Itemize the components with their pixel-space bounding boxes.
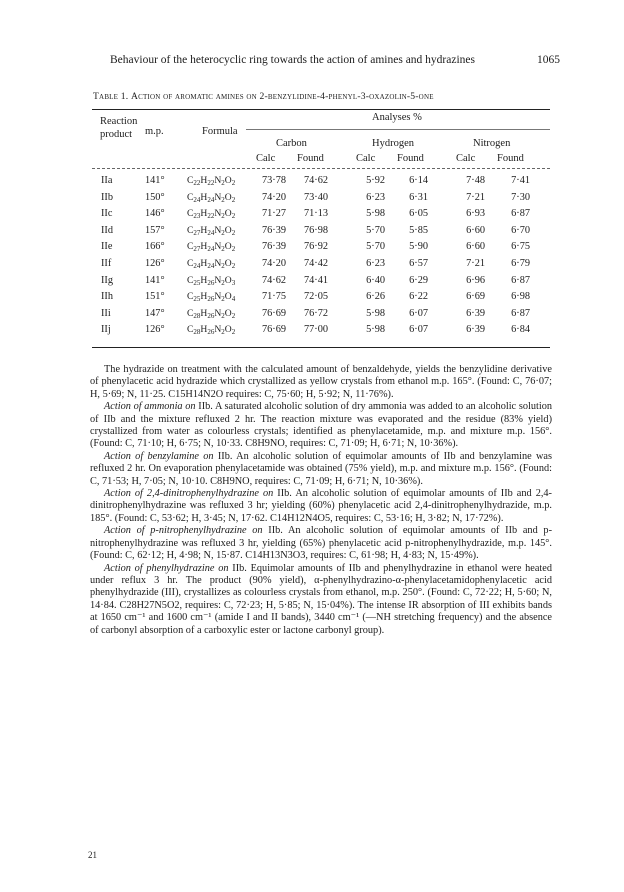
paragraph-dinitrophenylhydrazine	[90, 488, 552, 525]
cell-formula: $C_{23}H_{22}N_2O_2$	[187, 208, 236, 221]
cell-c-found: 73·40	[303, 191, 328, 203]
cell-c-calc: 74·20	[261, 191, 286, 203]
table-row	[0, 208, 624, 221]
page-number: 1065	[537, 54, 560, 66]
cell-h-calc: 5·92	[366, 175, 385, 186]
cell-product: IIc	[101, 208, 113, 220]
cell-h-found: 6·07	[409, 307, 428, 319]
table-row	[0, 324, 624, 337]
cell-n-calc: 7·48	[466, 175, 485, 186]
header-hydrogen: Hydrogen	[372, 138, 414, 149]
cell-formula: $C_{28}H_{26}N_2O_2$	[187, 324, 236, 337]
table-row	[0, 291, 624, 304]
table-row	[0, 258, 624, 271]
header-analyses: Analyses %	[372, 112, 422, 123]
heading-dinitrophenylhydrazine: Action of 2,4-dinitrophenylhydrazine on	[104, 488, 274, 500]
header-formula: Formula	[202, 126, 238, 137]
cell-formula: $C_{22}H_{22}N_2O_2$	[187, 175, 236, 187]
cell-c-found: 74·62	[303, 175, 328, 186]
header-n-found: Found	[497, 153, 524, 164]
cell-h-calc: 6·26	[366, 291, 385, 303]
cell-h-found: 6·57	[409, 258, 428, 269]
paragraph-benzylamine	[90, 451, 552, 488]
cell-c-found: 74·42	[303, 258, 328, 269]
heading-ammonia: Action of ammonia on	[104, 401, 196, 413]
cell-h-found: 6·07	[409, 324, 428, 336]
cell-n-calc: 6·93	[466, 208, 485, 220]
cell-product: IIa	[101, 175, 113, 186]
cell-c-calc: 73·78	[261, 175, 286, 186]
cell-n-calc: 7·21	[466, 258, 485, 269]
cell-formula: $C_{25}H_{26}N_2O_4$	[187, 291, 236, 304]
cell-n-found: 6·79	[511, 258, 530, 269]
table-caption	[93, 91, 553, 102]
signature-mark: 21	[88, 850, 97, 860]
cell-mp: 141°	[145, 175, 165, 186]
cell-c-calc: 76·69	[261, 324, 286, 336]
header-c-found: Found	[297, 153, 324, 164]
cell-c-found: 76·98	[303, 224, 328, 236]
table-row	[0, 175, 624, 188]
heading-nitrophenylhydrazine: Action of p-nitrophenylhydrazine on	[104, 525, 263, 537]
cell-c-calc: 76·39	[261, 241, 286, 253]
cell-c-calc: 71·75	[261, 291, 286, 303]
table-caption-text: Action of aromatic amines on 2-benzylidine-4-phenyl-3-oxazolin-5-one	[130, 91, 434, 102]
cell-h-found: 5·90	[409, 241, 428, 253]
paragraph-nitrophenylhydrazine-text: IIb. An alcoholic solution of equimolar amounts of IIb and p-nitrophenylhydrazine was refluxed 3 hr, yielding (65%) phenylacetic acid p-nitrophenylhydrazide, m.p. 145°. (Found: C, 62·12; H, 4·98; N, 15·87. C14H13N3O3, requires: C, 61·98; H, 4·83; N, 15·49%).	[90, 525, 552, 562]
cell-h-calc: 5·70	[366, 241, 385, 253]
cell-h-calc: 5·70	[366, 224, 385, 236]
cell-mp: 146°	[145, 208, 165, 220]
heading-benzylamine: Action of benzylamine on	[104, 450, 214, 462]
cell-n-calc: 6·96	[466, 274, 485, 286]
cell-product: IIj	[101, 324, 111, 336]
header-reaction: Reaction	[100, 116, 138, 127]
paragraph-dinitrophenylhydrazine-text: IIb. An alcoholic solution of equimolar amounts of IIb and 2,4-dinitrophenylhydrazine was refluxed 3 hr; yielding (60%) phenylacetic acid 2,4-dinitrophenylhydrazide, m.p. 185°. (Found: C, 53·62; H, 3·45; N, 17·62. C14H12N4O5, requires: C, 53·16; H, 3·82; N, 17·72%).	[90, 488, 552, 524]
cell-h-found: 5·85	[409, 224, 428, 236]
header-nitrogen: Nitrogen	[473, 138, 511, 149]
cell-h-calc: 6·23	[366, 191, 385, 203]
cell-formula: $C_{27}H_{24}N_2O_2$	[187, 241, 236, 254]
table-row	[0, 308, 624, 321]
cell-product: IIe	[101, 241, 113, 253]
cell-formula: $C_{27}H_{24}N_2O_2$	[187, 224, 236, 237]
cell-h-calc: 5·98	[366, 208, 385, 220]
cell-formula: $C_{28}H_{26}N_2O_2$	[187, 307, 236, 320]
table-bottom-rule	[92, 347, 550, 348]
cell-n-found: 6·98	[511, 291, 530, 303]
cell-h-found: 6·31	[409, 191, 428, 203]
cell-h-calc: 6·23	[366, 258, 385, 269]
cell-mp: 126°	[145, 258, 165, 269]
cell-mp: 151°	[145, 291, 165, 303]
paragraph-phenylhydrazine	[90, 563, 552, 637]
header-c-calc: Calc	[256, 153, 276, 164]
analyses-subrule	[246, 129, 550, 130]
paragraph-hydrazide: The hydrazide on treatment with the calculated amount of benzaldehyde, yields the benzylidine derivative of phenylacetic acid hydrazide which crystallized as yellow crystals from ethanol m.p. 165°. (Found: C, 76·07; H, 5·69; N, 11·25. C15H14N2O requires: C, 75·60; H, 5·92; N, 11·76%).	[90, 364, 552, 400]
header-product: product	[100, 129, 133, 140]
cell-n-found: 6·87	[511, 274, 530, 286]
cell-n-calc: 6·39	[466, 307, 485, 319]
cell-n-found: 6·87	[511, 208, 530, 220]
table-row	[0, 192, 624, 205]
cell-product: IIg	[101, 274, 114, 286]
cell-n-found: 6·75	[511, 241, 530, 253]
cell-h-calc: 5·98	[366, 307, 385, 319]
cell-n-found: 7·30	[511, 191, 530, 203]
cell-c-calc: 74·20	[261, 258, 286, 269]
cell-product: IIf	[101, 258, 112, 269]
cell-formula: $C_{24}H_{24}N_2O_2$	[187, 258, 236, 270]
header-h-calc: Calc	[356, 153, 376, 164]
paragraph-phenylhydrazine-text: IIb. Equimolar amounts of IIb and phenylhydrazine in ethanol were heated under reflux 3 hr. The product (90% yield), α-phenylhydrazino-α-phenylacetamidophenylacetic acid phenylhydrazide (III), crystallizes as colourless crystals from ethanol, m.p. 250°. (Found: C, 72·22; H, 5·60; N, 14·84. C28H27N5O2, requires: C, 72·23; H, 5·85; N, 15·04%). The intense IR absorption of III exhibits bands at 1650 cm⁻¹ and 1600 cm⁻¹ (amide I and II bands), 3440 cm⁻¹ (—NH stretching frequency) and the absence of carbonyl absorption of a carboxylic ester or lactone carbonyl group).	[90, 562, 553, 636]
heading-phenylhydrazine: Action of phenylhydrazine on	[104, 562, 229, 574]
header-bottom-rule	[92, 168, 550, 169]
paragraph-nitrophenylhydrazine	[90, 525, 552, 562]
paragraph-ammonia-text: IIb. A saturated alcoholic solution of dry ammonia was added to an alcoholic solution of IIb and the mixture refluxed 2 hr. The reaction mixture was evaporated and the residue (83% yield) crystallized from water as colourless crystals; identified as phenylacetamide, m.p. and mixture m.p. 156°. (Found: C, 71·10; H, 6·75; N, 10·33. C8H9NO, requires: C, 71·09; H, 6·71; N, 10·36%).	[90, 401, 552, 450]
cell-c-found: 76·72	[303, 307, 328, 319]
cell-product: IIb	[101, 191, 114, 203]
cell-n-calc: 6·60	[466, 241, 485, 253]
cell-c-found: 77·00	[303, 324, 328, 336]
cell-c-found: 76·92	[303, 241, 328, 253]
cell-n-found: 6·84	[511, 324, 530, 336]
cell-formula: $C_{24}H_{24}N_2O_2$	[187, 191, 236, 204]
cell-mp: 126°	[145, 324, 165, 336]
cell-n-found: 7·41	[511, 175, 530, 186]
cell-h-calc: 5·98	[366, 324, 385, 336]
cell-mp: 157°	[145, 224, 165, 236]
header-h-found: Found	[397, 153, 424, 164]
cell-c-found: 71·13	[303, 208, 328, 220]
cell-n-calc: 6·60	[466, 224, 485, 236]
cell-c-calc: 74·62	[261, 274, 286, 286]
cell-mp: 141°	[145, 274, 165, 286]
header-carbon: Carbon	[276, 138, 307, 149]
cell-product: IId	[101, 224, 114, 236]
table-row	[0, 225, 624, 238]
cell-c-found: 74·41	[303, 274, 328, 286]
cell-n-calc: 6·39	[466, 324, 485, 336]
cell-c-calc: 76·39	[261, 224, 286, 236]
header-n-calc: Calc	[456, 153, 476, 164]
cell-mp: 150°	[145, 191, 165, 203]
table-top-rule	[92, 109, 550, 110]
cell-n-found: 6·87	[511, 307, 530, 319]
cell-n-calc: 7·21	[466, 191, 485, 203]
paragraph-benzylamine-text: IIb. An alcoholic solution of equimolar amounts of IIb and benzylamine was refluxed 2 hr. On evaporation phenylacetamide was obtained (75% yield), m.p. and mixture m.p. 156°. (Found: C, 71·53; H, 7·05; N, 10·10. C8H9NO, requires: C, 71·09; H, 6·71; N, 10·36%).	[90, 450, 552, 487]
cell-c-calc: 71·27	[261, 208, 286, 220]
table-row	[0, 241, 624, 254]
cell-mp: 147°	[145, 307, 165, 319]
body-text	[90, 364, 552, 637]
cell-formula: $C_{25}H_{26}N_2O_3$	[187, 274, 236, 287]
cell-c-calc: 76·69	[261, 307, 286, 319]
paragraph-ammonia	[90, 401, 552, 451]
running-title: Behaviour of the heterocyclic ring towards the action of amines and hydrazines	[110, 54, 475, 66]
cell-c-found: 72·05	[303, 291, 328, 303]
cell-product: IIi	[101, 307, 111, 319]
cell-mp: 166°	[145, 241, 165, 253]
cell-n-found: 6·70	[511, 224, 530, 236]
header-mp: m.p.	[145, 126, 164, 137]
cell-product: IIh	[101, 291, 114, 303]
cell-h-calc: 6·40	[366, 274, 385, 286]
cell-h-found: 6·14	[409, 175, 428, 186]
cell-h-found: 6·05	[409, 208, 428, 220]
cell-h-found: 6·29	[409, 274, 428, 286]
cell-n-calc: 6·69	[466, 291, 485, 303]
table-caption-label: Table 1.	[93, 91, 129, 102]
table-row	[0, 275, 624, 288]
cell-h-found: 6·22	[409, 291, 428, 303]
